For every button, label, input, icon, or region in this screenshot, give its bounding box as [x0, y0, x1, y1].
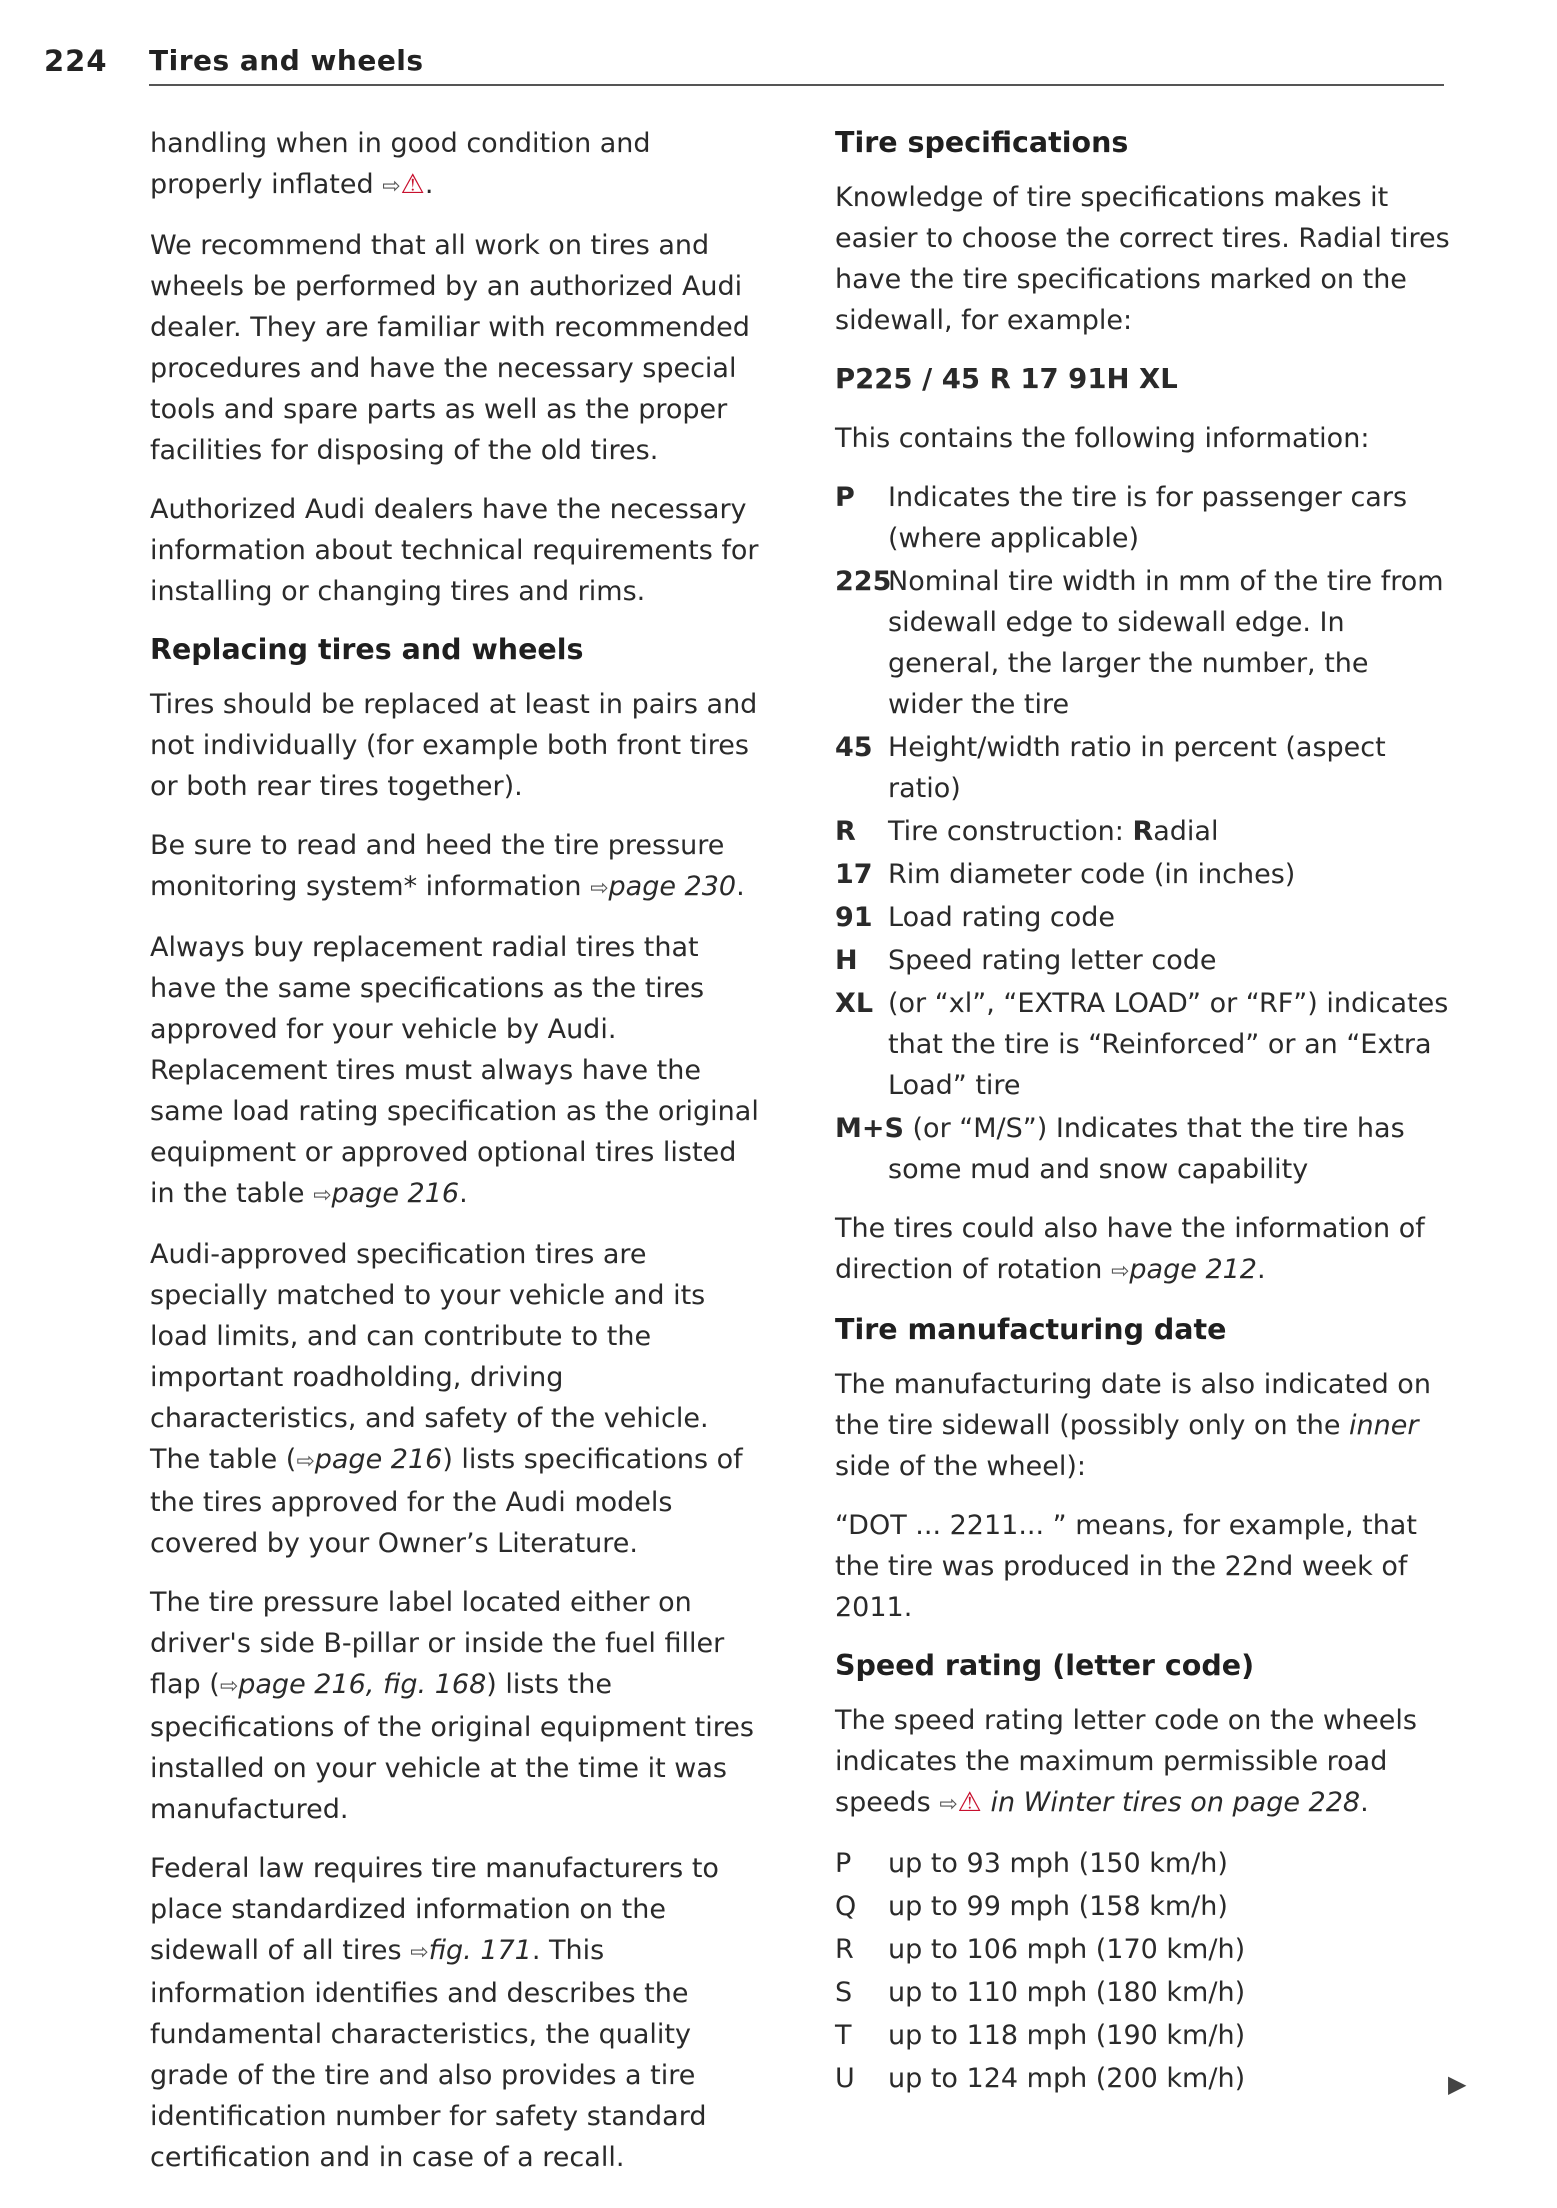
paragraph: Be sure to read and heed the tire pressure monitoring system* information ⇨page 230.	[150, 830, 745, 902]
page-reference-link[interactable]: ⇨page 216, fig. 168	[219, 1669, 487, 1700]
definition-item: P Indicates the tire is for passenger cars (where applicable)	[835, 482, 1408, 554]
section-title: Tires and wheels	[149, 44, 424, 77]
speed-rating-item: P up to 93 mph (150 km/h)	[835, 1848, 1228, 1879]
definition-item: M+S (or “M/S”) Indicates that the tire has some mud and snow capability	[835, 1113, 1405, 1185]
warning-icon[interactable]: ⚠	[400, 169, 425, 200]
arrow-icon: ⇨	[382, 174, 401, 199]
speed-rating-list	[835, 1843, 1450, 2099]
page-reference-link[interactable]: ⇨page 212	[1110, 1254, 1257, 1285]
paragraph: We recommend that all work on tires and wheels be performed by an authorized Audi dealer. They are familiar with recommended procedures and have the necessary special tools and spare parts as well as the proper facilities for disposing of the old tires.	[150, 230, 750, 466]
next-page-icon[interactable]: ▶	[1448, 2070, 1467, 2098]
definition-item: H Speed rating letter code	[835, 945, 1217, 976]
definition-item: 91 Load rating code	[835, 902, 1116, 933]
heading-manufacturing-date: Tire manufacturing date	[835, 1313, 1227, 1346]
paragraph: “DOT ... 2211... ” means, for example, that the tire was produced in the 22nd week of 2011.	[835, 1510, 1417, 1623]
definition-item: 17 Rim diameter code (in inches)	[835, 859, 1296, 890]
warning-icon: ⚠	[957, 1787, 982, 1818]
speed-rating-item: Q up to 99 mph (158 km/h)	[835, 1891, 1228, 1922]
arrow-icon: ⇨	[590, 876, 609, 901]
definition-item: 225 Nominal tire width in mm of the tire from sidewall edge to sidewall edge. In general, the larger the number, the wider the tire	[835, 566, 1444, 720]
right-column	[835, 123, 1450, 2117]
left-column	[150, 123, 765, 2196]
header-rule	[149, 84, 1444, 86]
paragraph: The manufacturing date is also indicated on the tire sidewall (possibly only on the inner side of the wheel):	[835, 1369, 1431, 1482]
arrow-icon: ⇨	[410, 1940, 429, 1965]
page-header	[44, 38, 1444, 88]
paragraph: handling when in good condition and properly inflated ⇨⚠.	[150, 128, 651, 200]
speed-rating-item: U up to 124 mph (200 km/h)	[835, 2063, 1246, 2094]
paragraph: Federal law requires tire manufacturers to place standardized information on the sidewall of all tires ⇨fig. 171. This information identifies and describes the fundamental characteristics, the quality grade of the tire and also provides a tire identification number for safety standard certification and in case of a recall.	[150, 1853, 719, 2173]
page-reference-link[interactable]: ⇨page 216	[296, 1444, 443, 1475]
paragraph: Tires should be replaced at least in pairs and not individually (for example both front tires or both rear tires together).	[150, 689, 758, 802]
tire-spec-code: P225 / 45 R 17 91H XL	[835, 363, 1178, 395]
paragraph: Knowledge of tire specifications makes it easier to choose the correct tires. Radial tires have the tire specifications marked on the sidewall, for example:	[835, 182, 1450, 336]
paragraph: The speed rating letter code on the wheels indicates the maximum permissible road speeds ⇨⚠ in Winter tires on page 228.	[835, 1705, 1417, 1818]
page-reference-link[interactable]: ⇨page 230	[590, 871, 737, 902]
arrow-icon: ⇨	[313, 1183, 332, 1208]
paragraph: Always buy replacement radial tires that have the same specifications as the tires approved for your vehicle by Audi. Replacement tires must always have the same load rating specification as the original equipment or approved optional tires listed in the table ⇨page 216.	[150, 932, 759, 1209]
paragraph: Audi-approved specification tires are specially matched to your vehicle and its load limits, and can contribute to the important roadholding, driving characteristics, and safety of the vehicle. The table (⇨page 216) lists specifications of the tires approved for the Audi models covered by your Owner’s Literature.	[150, 1239, 743, 1559]
page-reference-link[interactable]: ⇨⚠ in Winter tires on page 228	[939, 1787, 1361, 1818]
heading-replacing-tires: Replacing tires and wheels	[150, 633, 584, 666]
arrow-icon: ⇨	[296, 1449, 315, 1474]
page-number: 224	[44, 44, 108, 78]
paragraph: This contains the following information:	[835, 423, 1370, 454]
speed-rating-item: S up to 110 mph (180 km/h)	[835, 1977, 1246, 2008]
arrow-icon: ⇨	[939, 1792, 958, 1817]
figure-reference-link[interactable]: ⇨fig. 171	[410, 1935, 532, 1966]
speed-rating-item: R up to 106 mph (170 km/h)	[835, 1934, 1246, 1965]
definition-item: 45 Height/width ratio in percent (aspect ratio)	[835, 732, 1386, 804]
paragraph: The tires could also have the information of direction of rotation ⇨page 212.	[835, 1213, 1425, 1285]
paragraph: Authorized Audi dealers have the necessary information about technical requirements for installing or changing tires and rims.	[150, 494, 759, 607]
speed-rating-item: T up to 118 mph (190 km/h)	[835, 2020, 1246, 2051]
spec-definition-list	[835, 477, 1450, 1190]
page-reference-link[interactable]: ⇨page 216	[313, 1178, 460, 1209]
definition-item: XL (or “xl”, “EXTRA LOAD” or “RF”) indicates that the tire is “Reinforced” or an “Extra Load” tire	[835, 988, 1449, 1101]
arrow-icon: ⇨	[219, 1674, 239, 1699]
heading-tire-specifications: Tire specifications	[835, 126, 1129, 159]
paragraph: The tire pressure label located either on driver's side B-pillar or inside the fuel filler flap (⇨page 216, fig. 168) lists the specifications of the original equipment tires installed on your vehicle at the time it was manufactured.	[150, 1587, 754, 1825]
definition-item: R Tire construction: Radial	[835, 816, 1219, 847]
heading-speed-rating: Speed rating (letter code)	[835, 1649, 1255, 1682]
arrow-icon: ⇨	[1110, 1259, 1130, 1284]
